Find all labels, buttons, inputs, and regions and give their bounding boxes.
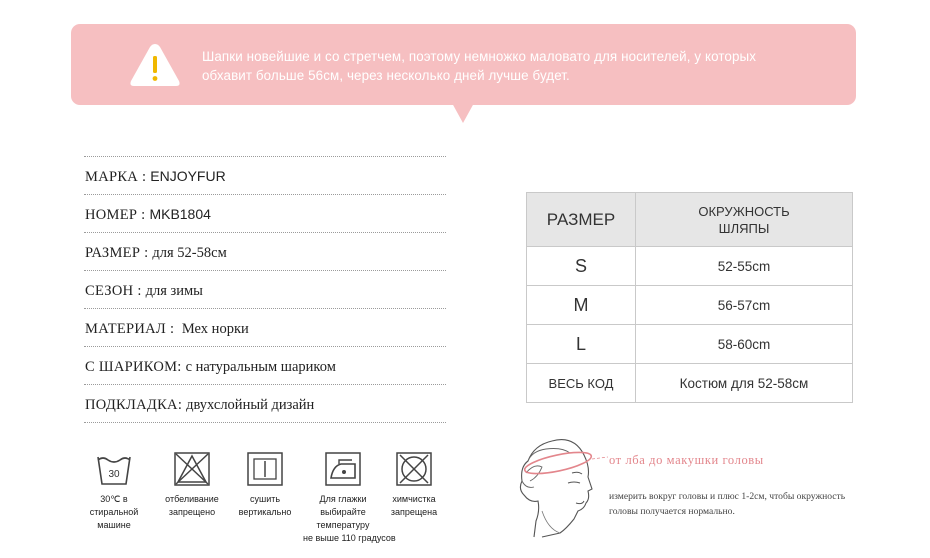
banner-pointer: [452, 103, 474, 123]
table-row: [527, 286, 853, 325]
spec-model-number: [84, 194, 446, 233]
spec-value: ENJOYFUR: [150, 168, 226, 184]
circumference-cell: Костюм для 52-58см: [636, 364, 853, 403]
care-label-line: запрещена: [390, 507, 438, 517]
circumference-cell: 52-55cm: [636, 247, 853, 286]
spec-material: [84, 308, 446, 347]
care-label-line: 30℃ в стиральной: [89, 494, 139, 517]
spec-key: СЕЗОН :: [85, 283, 146, 299]
care-item-bleach: [156, 451, 228, 519]
care-label-line: температуру: [316, 520, 370, 530]
care-item-wash: [78, 451, 150, 532]
table-row: [527, 247, 853, 286]
care-item-dry-clean: [378, 451, 450, 519]
care-label-line: запрещено: [168, 507, 216, 517]
spec-lining: [84, 384, 446, 423]
care-label-line: химчистка: [392, 494, 436, 504]
spec-key: С ШАРИКОМ:: [85, 359, 186, 375]
spec-key: ПОДКЛАДКА:: [85, 397, 187, 413]
iron-temperature-icon: [324, 451, 362, 487]
size-cell: M: [527, 286, 636, 325]
care-label-line: не выше 110 градусов: [303, 533, 396, 543]
size-table-header: [527, 193, 853, 247]
spec-value: Мех норки: [178, 321, 249, 337]
care-label-line: отбеливание: [165, 494, 219, 504]
care-label-line: машине: [97, 520, 131, 530]
care-label: [303, 493, 396, 545]
warning-triangle-icon: [128, 41, 182, 89]
care-label: [229, 493, 301, 519]
circumference-cell: 56-57cm: [636, 286, 853, 325]
head-measurement-illustration: [512, 433, 608, 541]
spec-key: НОМЕР :: [85, 207, 150, 223]
spec-key: МАРКА :: [85, 169, 151, 185]
care-label-line: сушить: [249, 494, 281, 504]
spec-season: [84, 270, 446, 309]
wash-temperature: 30: [108, 469, 120, 480]
care-item-ironing: [303, 451, 396, 545]
no-dry-clean-icon: [395, 451, 433, 487]
spec-value: для зимы: [145, 283, 203, 299]
spec-pompom: [84, 346, 446, 385]
care-item-drying: [229, 451, 301, 519]
no-bleach-icon: [173, 451, 211, 487]
care-label-line: Для глажки: [319, 494, 367, 504]
size-cell: S: [527, 247, 636, 286]
header-circumference-line1: ОКРУЖНОСТЬ: [698, 203, 790, 219]
warning-text: [202, 47, 842, 85]
spec-value: MKB1804: [149, 206, 211, 222]
wash-30-icon: [95, 451, 133, 487]
measure-description-line: измерить вокруг головы и плюс 1-2см, чтобы окружность: [609, 491, 846, 502]
care-label: [156, 493, 228, 519]
spec-key: РАЗМЕР :: [85, 245, 153, 261]
table-row: [527, 325, 853, 364]
spec-key: МАТЕРИАЛ :: [85, 321, 179, 337]
circumference-cell: 58-60cm: [636, 325, 853, 364]
care-label: [378, 493, 450, 519]
size-cell: L: [527, 325, 636, 364]
measure-title: от лба до макушки головы: [609, 453, 764, 467]
care-label: [78, 493, 150, 532]
header-circumference-line2: ШЛЯПЫ: [718, 220, 770, 236]
measure-description: [609, 489, 879, 519]
header-circumference: [636, 193, 853, 247]
care-label-line: вертикально: [238, 507, 292, 517]
header-size: РАЗМЕР: [527, 193, 636, 247]
warning-line-1: Шапки новейшие и со стретчем, поэтому немножко маловато для носителей, у которых: [202, 49, 757, 64]
spec-value: с натуральным шариком: [185, 359, 336, 375]
care-label-line: выбирайте: [320, 507, 366, 517]
warning-line-2: обхавит больше 56см, через несколько дней лучше будет.: [202, 68, 570, 83]
size-cell: ВЕСЬ КОД: [527, 364, 636, 403]
spec-brand: [84, 156, 446, 195]
spec-value: для 52-58см: [152, 245, 227, 261]
measure-description-line: головы получается нормально.: [609, 506, 735, 517]
spec-size: [84, 232, 446, 271]
table-row: [527, 364, 853, 403]
size-table: [526, 192, 853, 403]
dry-vertical-icon: [246, 451, 284, 487]
spec-value: двухслойный дизайн: [186, 397, 315, 413]
